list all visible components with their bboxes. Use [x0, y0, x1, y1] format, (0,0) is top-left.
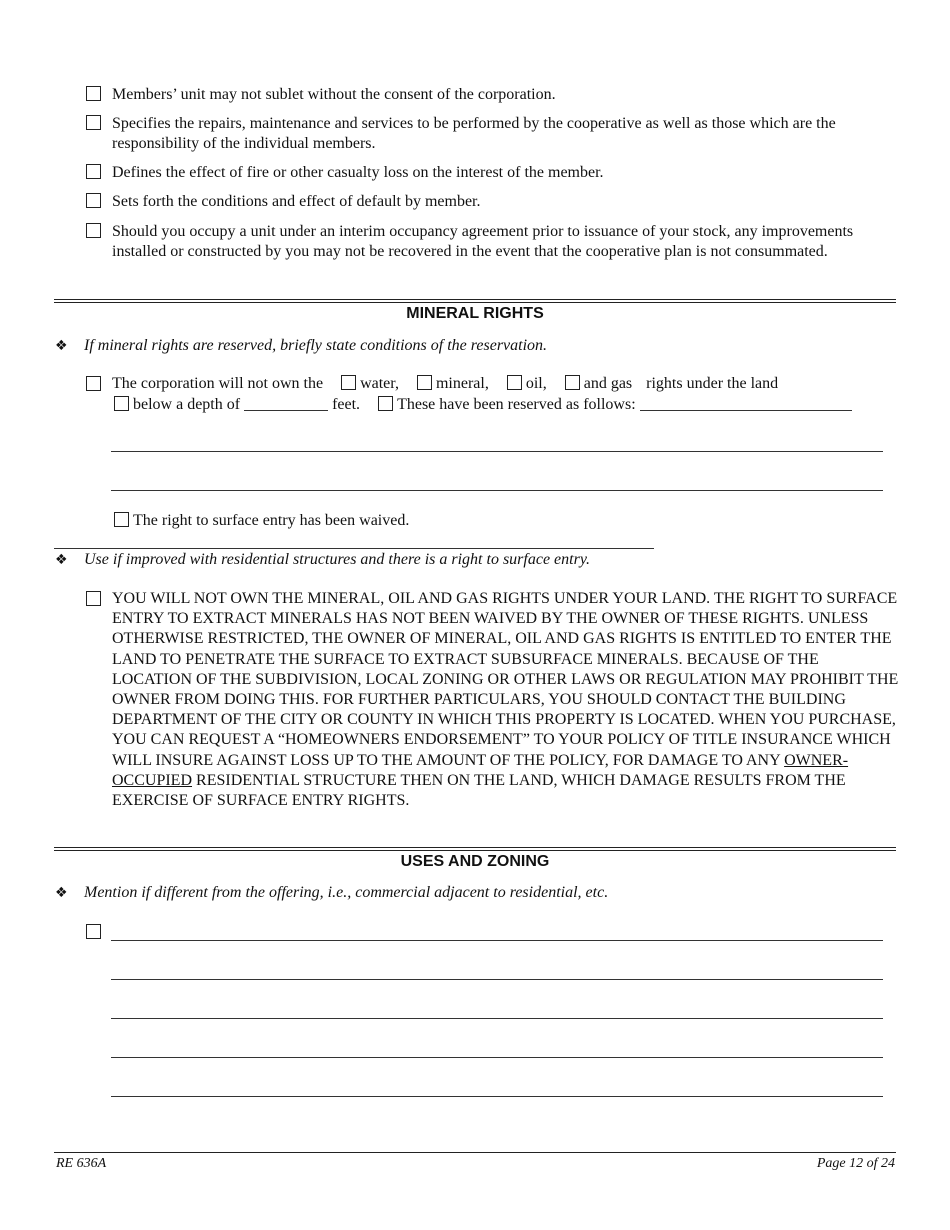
checkbox-water[interactable]: [341, 375, 356, 390]
below-depth-text: below a depth of: [133, 396, 241, 413]
depth-line: [114, 396, 852, 414]
checkbox-interim-occupancy[interactable]: [86, 223, 101, 238]
diamond-bullet-icon: ❖: [55, 338, 68, 354]
reservation-input[interactable]: [640, 396, 852, 411]
mineral-instruction: If mineral rights are reserved, briefly state conditions of the reservation.: [84, 337, 548, 354]
page-number: Page 12 of 24: [816, 1156, 895, 1171]
corporation-rights-line: [112, 375, 778, 393]
surface-entry-disclosure: [112, 589, 902, 811]
checkbox-sublet[interactable]: [86, 86, 101, 101]
checkbox-fire-loss[interactable]: [86, 164, 101, 179]
footer-rule: [54, 1152, 896, 1153]
disclosure-text: YOU WILL NOT OWN THE MINERAL, OIL AND GAS RIGHTS UNDER YOUR LAND. THE RIGHT TO SURFACE ENTRY TO EXTRACT MINERALS HAS NOT BEEN WAIVED BY THE OWNER OF THESE RIGHTS. UNLESS OTHERWISE RESTRICTED, THE OWNER OF MINERAL, OIL AND GAS RIGHTS IS ENTITLED TO ENTER THE LAND TO PENETRATE THE SURFACE TO EXTRACT SUBSURFACE MINERALS. BECAUSE OF THE LOCATION OF THE SUBDIVISION, LOCAL ZONING OR OTHER LAWS OR REGULATION MAY PROHIBIT THE OWNER FROM DOING THIS. FOR FURTHER PARTICULARS, YOU SHOULD CONTACT THE BUILDING DEPARTMENT OF THE CITY OR COUNTY IN WHICH THIS PROPERTY IS LOCATED. WHEN YOU PURCHASE, YOU CAN REQUEST A “HOMEOWNERS ENDORSEMENT” TO YOUR POLICY OF TITLE INSURANCE WHICH WILL INSURE AGAINST LOSS UP TO THE AMOUNT OF THE POLICY, FOR DAMAGE TO ANY: [112, 590, 899, 769]
disclosure-text-end: RESIDENTIAL STRUCTURE THEN ON THE LAND, WHICH DAMAGE RESULTS FROM THE EXERCISE OF SURFACE ENTRY RIGHTS.: [112, 771, 846, 810]
rights-under-land: rights under the land: [646, 375, 779, 392]
section-divider-mineral: [54, 299, 896, 303]
checkbox-below-depth[interactable]: [114, 396, 129, 411]
diamond-bullet-icon: ❖: [55, 552, 68, 568]
zoning-instruction: Mention if different from the offering, i.e., commercial adjacent to residential, etc.: [84, 884, 609, 901]
item-default: Sets forth the conditions and effect of default by member.: [112, 193, 481, 210]
diamond-bullet-icon: ❖: [55, 885, 68, 901]
uses-zoning-heading: USES AND ZONING: [400, 853, 550, 870]
zoning-blank-line[interactable]: [111, 979, 883, 980]
form-id: RE 636A: [56, 1156, 107, 1171]
section-divider-zoning: [54, 847, 896, 851]
checkbox-surface-waived[interactable]: [114, 512, 129, 527]
reserved-as-follows-text: These have been reserved as follows:: [397, 396, 636, 413]
checkbox-zoning[interactable]: [86, 924, 101, 939]
reservation-blank-line[interactable]: [111, 451, 883, 452]
reservation-blank-line[interactable]: [111, 490, 883, 491]
checkbox-gas[interactable]: [565, 375, 580, 390]
surface-entry-instruction: Use if improved with residential structures and there is a right to surface entry.: [84, 551, 591, 568]
surface-waived-line: [114, 512, 409, 530]
checkbox-default[interactable]: [86, 193, 101, 208]
mineral-rights-heading: MINERAL RIGHTS: [406, 305, 544, 322]
label-water: water,: [360, 375, 399, 392]
item-interim-occupancy: Should you occupy a unit under an interim occupancy agreement prior to issuance of your stock, any improvements installed or constructed by you may not be recovered in the event that the cooperative plan is not consummated.: [112, 223, 854, 261]
zoning-blank-line[interactable]: [111, 1096, 883, 1097]
item-repairs: Specifies the repairs, maintenance and services to be performed by the cooperative as well as those which are the responsibility of the individual members.: [112, 115, 836, 153]
zoning-blank-line[interactable]: [111, 1057, 883, 1058]
surface-waived-text: The right to surface entry has been waived.: [133, 512, 410, 529]
separator-line: [54, 548, 654, 549]
checkbox-repairs[interactable]: [86, 115, 101, 130]
checkbox-corporation-rights[interactable]: [86, 376, 101, 391]
zoning-blank-line[interactable]: [111, 1018, 883, 1019]
label-mineral: mineral,: [435, 375, 489, 392]
checkbox-mineral[interactable]: [417, 375, 432, 390]
checkbox-reserved[interactable]: [378, 396, 393, 411]
label-gas: and gas: [583, 375, 633, 392]
checkbox-oil[interactable]: [507, 375, 522, 390]
item-sublet: Members’ unit may not sublet without the consent of the corporation.: [112, 86, 556, 103]
item-fire-loss: Defines the effect of fire or other casualty loss on the interest of the member.: [112, 164, 604, 181]
label-oil: oil,: [525, 375, 547, 392]
checkbox-surface-entry-disclosure[interactable]: [86, 591, 101, 606]
depth-input[interactable]: [244, 396, 328, 411]
owner-occupied-text: OWNER-OCCUPIED: [112, 751, 849, 789]
corporation-text: The corporation will not own the: [112, 375, 324, 392]
zoning-blank-line[interactable]: [111, 940, 883, 941]
feet-text: feet.: [332, 396, 361, 413]
